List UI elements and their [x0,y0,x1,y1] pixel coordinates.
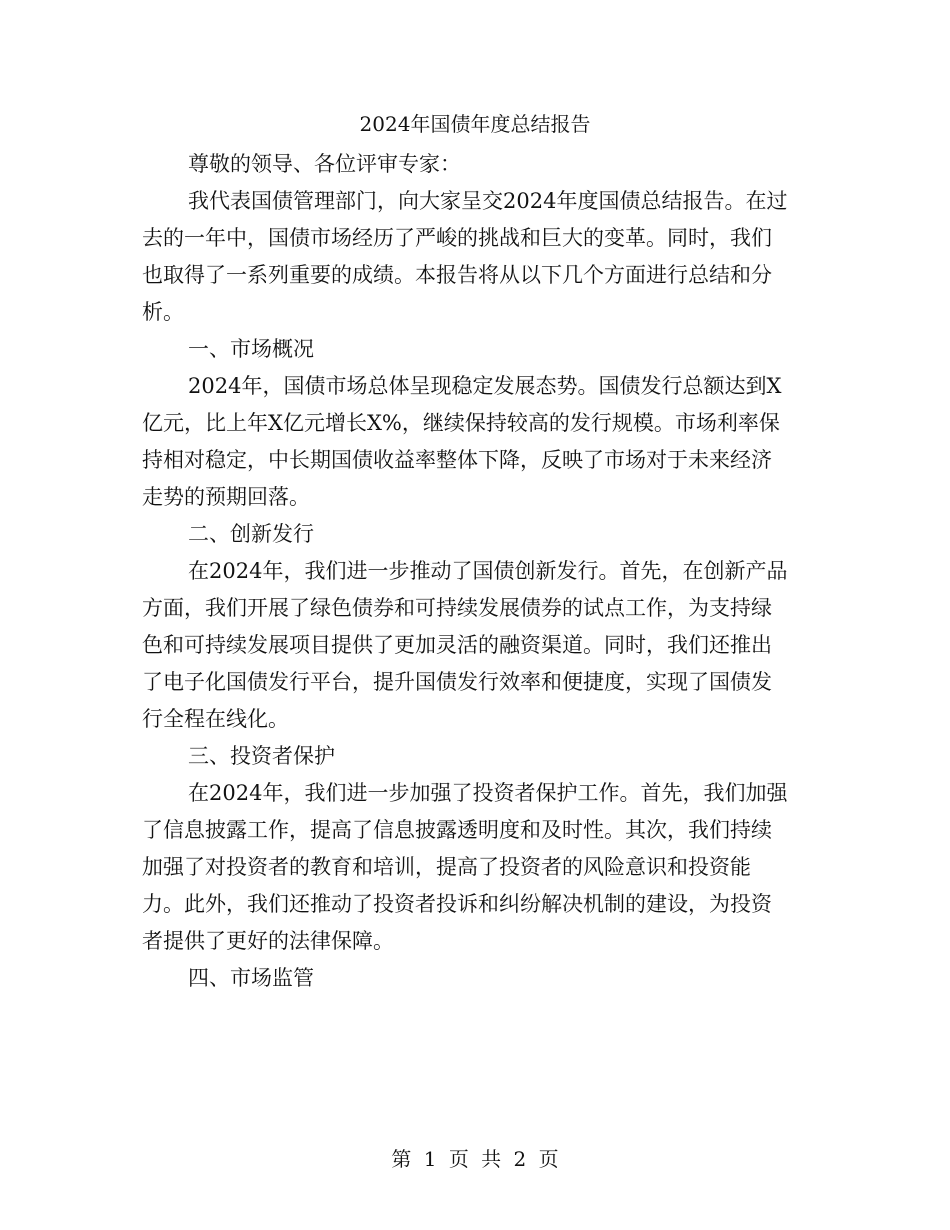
text-line: 方面，我们开展了绿色债券和可持续发展债券的试点工作，为支持绿 [142,596,772,620]
text-line: 色和可持续发展项目提供了更加灵活的融资渠道。同时，我们还推出 [142,633,772,657]
paragraph-intro [142,183,807,331]
document-title: 2024年国债年度总结报告 [359,112,591,136]
text-line: 我代表国债管理部门，向大家呈交2024年度国债总结报告。在过 [188,189,788,213]
document-body [142,146,807,997]
salutation: 尊敬的领导、各位评审专家： [188,152,461,176]
section-heading-investor-protection: 三、投资者保护 [188,744,335,768]
text-line: 力。此外，我们还推动了投资者投诉和纠纷解决机制的建设，为投资 [142,892,772,916]
text-line: 持相对稳定，中长期国债收益率整体下降，反映了市场对于未来经济 [142,448,772,472]
section-heading-market-supervision: 四、市场监管 [188,966,314,990]
text-line: 亿元，比上年X亿元增长X%，继续保持较高的发行规模。市场利率保 [142,411,780,435]
text-line: 走势的预期回落。 [142,485,310,509]
text-line: 在2024年，我们进一步推动了国债创新发行。首先，在创新产品 [188,559,788,583]
section-heading-innovation: 二、创新发行 [188,522,314,546]
text-line: 加强了对投资者的教育和培训，提高了投资者的风险意识和投资能 [142,855,751,879]
text-line: 了信息披露工作，提高了信息披露透明度和及时性。其次，我们持续 [142,818,772,842]
page-number: 第 1 页 共 2 页 [391,1147,559,1171]
section-heading-market-overview: 一、市场概况 [188,337,314,361]
text-line: 也取得了一系列重要的成绩。本报告将从以下几个方面进行总结和分 [142,263,772,287]
text-line: 析。 [142,300,184,324]
text-line: 在2024年，我们进一步加强了投资者保护工作。首先，我们加强 [188,781,788,805]
paragraph-innovation [142,553,807,738]
text-line: 者提供了更好的法律保障。 [142,929,394,953]
text-line: 去的一年中，国债市场经历了严峻的挑战和巨大的变革。同时，我们 [142,226,772,250]
text-line: 行全程在线化。 [142,707,289,731]
paragraph-investor-protection [142,775,807,960]
text-line: 2024年，国债市场总体呈现稳定发展态势。国债发行总额达到X [188,374,782,398]
text-line: 了电子化国债发行平台，提升国债发行效率和便捷度，实现了国债发 [142,670,772,694]
paragraph-market-overview [142,368,807,516]
